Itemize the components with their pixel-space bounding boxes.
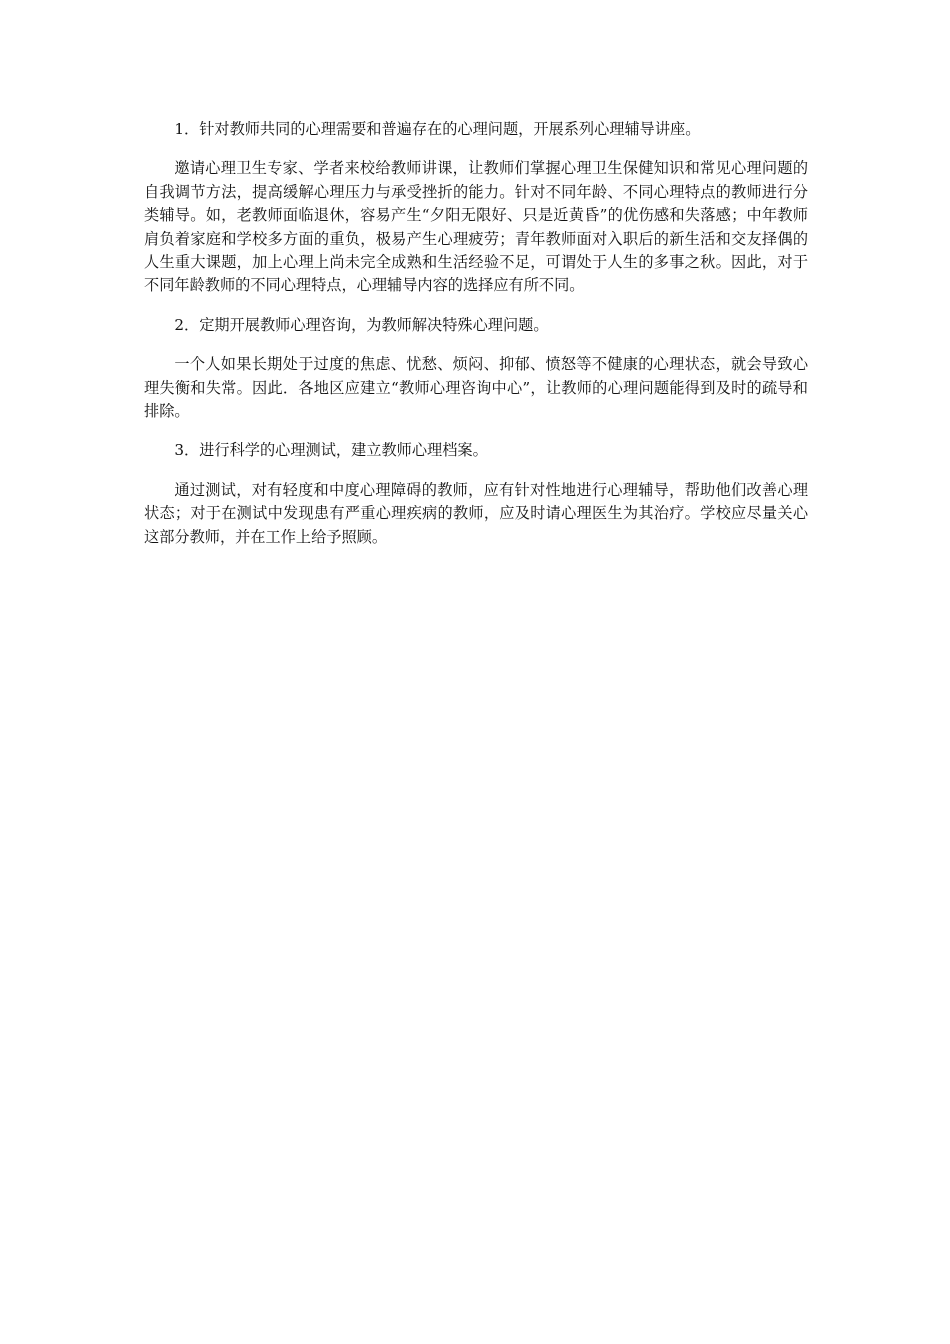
document-body [144, 118, 808, 565]
section-3-paragraph: 通过测试，对有轻度和中度心理障碍的教师，应有针对性地进行心理辅导，帮助他们改善心理状态；对于在测试中发现患有严重心理疾病的教师，应及时请心理医生为其治疗。学校应尽量关心这部分教师，并在工作上给予照顾。 [144, 480, 808, 546]
section-1-heading: 1．针对教师共同的心理需要和普遍存在的心理问题，开展系列心理辅导讲座。 [174, 120, 701, 138]
section-3-heading: 3．进行科学的心理测试，建立教师心理档案。 [174, 441, 488, 460]
section-1-paragraph: 邀请心理卫生专家、学者来校给教师讲课，让教师们掌握心理卫生保健知识和常见心理问题的自我调节方法，提高缓解心理压力与承受挫折的能力。针对不同年龄、不同心理特点的教师进行分类辅导。如，老教师面临退休，容易产生“夕阳无限好、只是近黄昏”的优伤感和失落感；中年教师肩负着家庭和学校多方面的重负，极易产生心理疲劳；青年教师面对入职后的新生活和交友择偶的人生重大课题，加上心理上尚未完全成熟和生活经验不足，可谓处于人生的多事之秋。因此，对于不同年龄教师的不同心理特点，心理辅导内容的选择应有所不同。 [144, 159, 808, 295]
section-2-heading: 2．定期开展教师心理咨询，为教师解决特殊心理问题。 [174, 315, 549, 334]
section-2-paragraph: 一个人如果长期处于过度的焦虑、忧愁、烦闷、抑郁、愤怒等不健康的心理状态，就会导致心理失衡和失常。因此．各地区应建立“教师心理咨询中心”，让教师的心理问题能得到及时的疏导和排除。 [144, 355, 808, 421]
